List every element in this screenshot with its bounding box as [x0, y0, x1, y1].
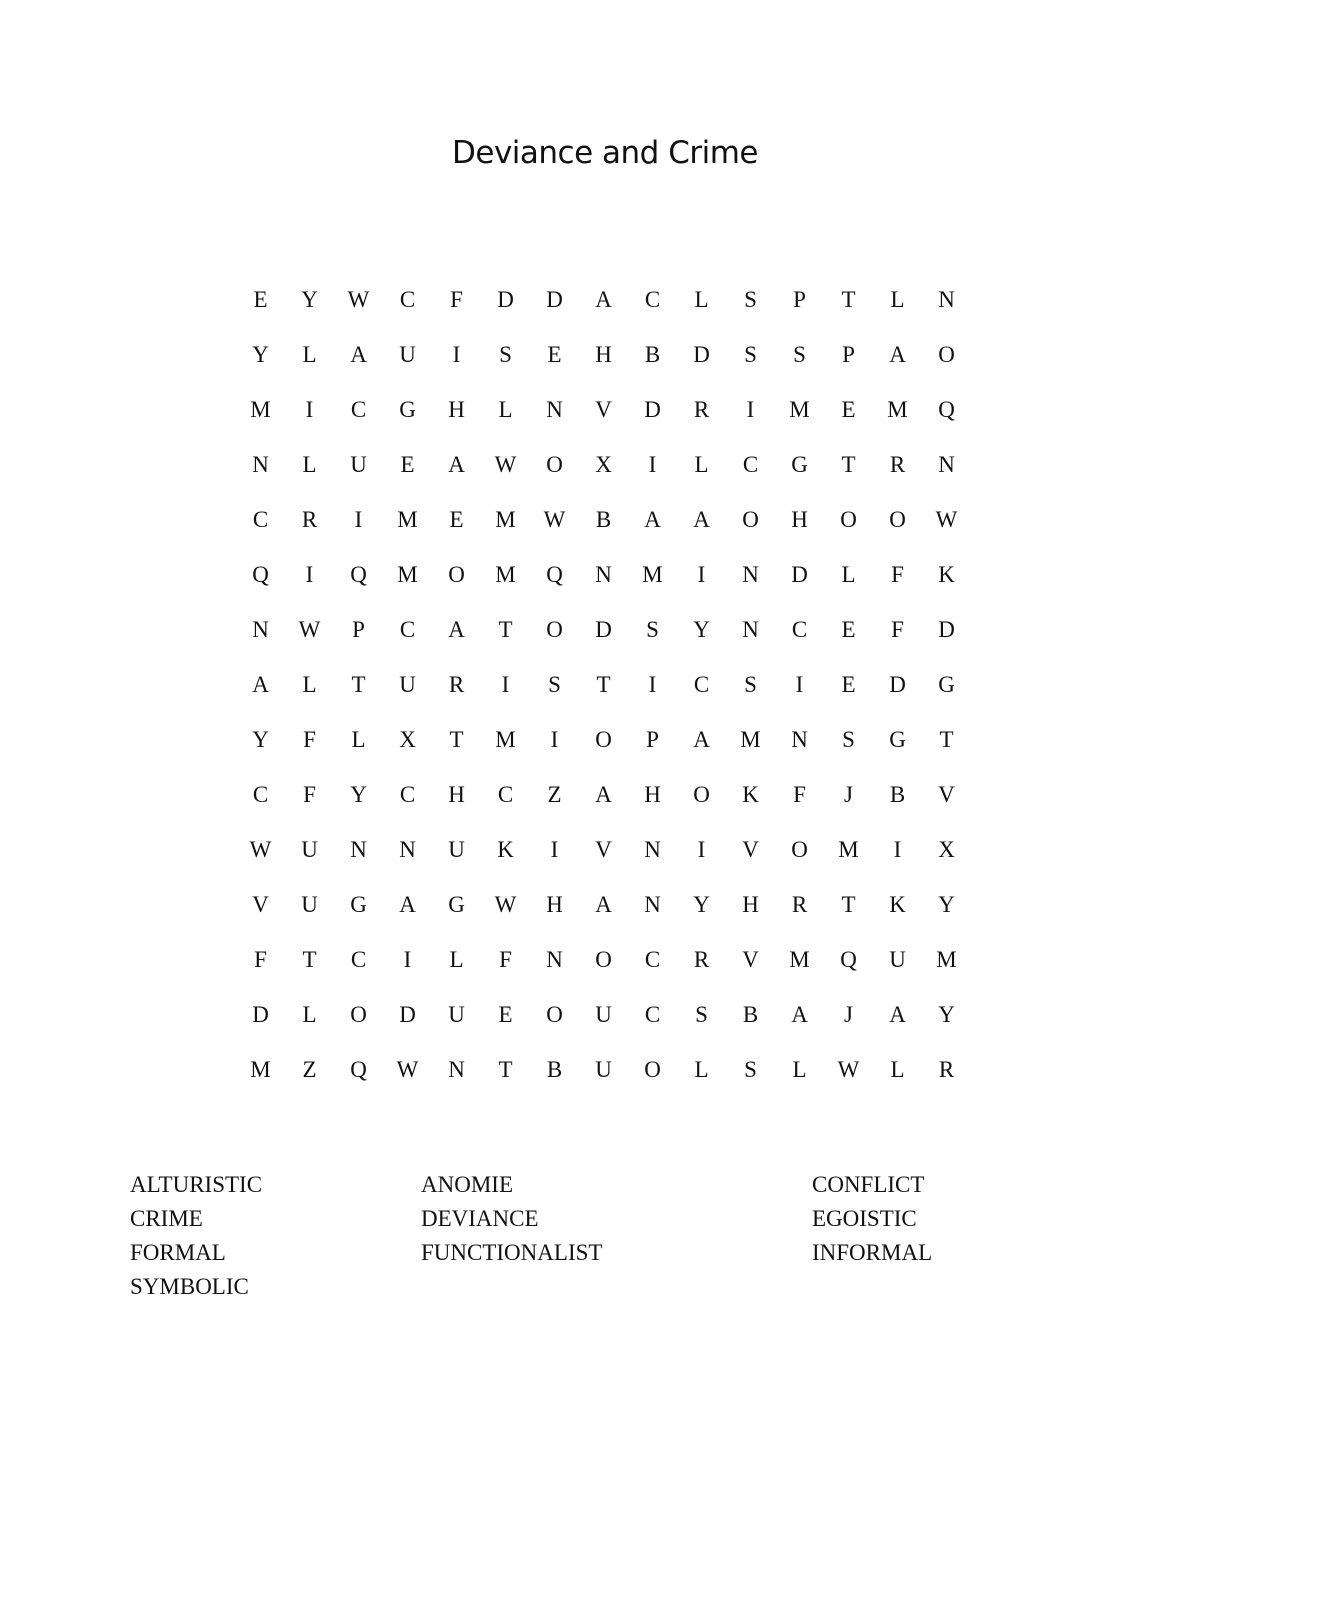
grid-letter: A	[448, 616, 465, 642]
grid-letter: T	[841, 451, 856, 477]
grid-letter: O	[595, 946, 612, 972]
grid-letter: B	[546, 1056, 563, 1082]
grid-letter: N	[252, 616, 269, 642]
word-column-1	[130, 1168, 262, 1304]
grid-letter: X	[595, 451, 612, 477]
grid-letter: M	[250, 1056, 271, 1082]
grid-letter: I	[550, 726, 559, 752]
grid-letter: E	[400, 451, 415, 477]
grid-letter: T	[498, 616, 513, 642]
grid-letter: H	[791, 506, 808, 532]
grid-letter: C	[644, 946, 661, 972]
grid-letter: I	[795, 671, 804, 697]
grid-letter: I	[305, 561, 314, 587]
word-list-item: INFORMAL	[812, 1240, 933, 1265]
grid-letter: B	[742, 1001, 759, 1027]
grid-letter: H	[448, 396, 465, 422]
page-title: Deviance and Crime	[452, 135, 758, 171]
grid-letter: J	[844, 781, 853, 807]
grid-letter: O	[350, 1001, 367, 1027]
word-list-item: EGOISTIC	[812, 1206, 917, 1231]
grid-letter: O	[644, 1056, 661, 1082]
grid-letter: A	[399, 891, 416, 917]
grid-letter: A	[350, 341, 367, 367]
grid-letter: Q	[252, 561, 269, 587]
grid-letter: A	[252, 671, 269, 697]
grid-row	[236, 822, 971, 877]
grid-letter: T	[498, 1056, 513, 1082]
grid-letter: K	[497, 836, 514, 862]
grid-letter: T	[351, 671, 366, 697]
grid-row	[236, 437, 971, 492]
grid-letter: G	[938, 671, 955, 697]
grid-letter: F	[303, 781, 316, 807]
grid-letter: L	[351, 726, 366, 752]
grid-letter: S	[744, 671, 757, 697]
grid-letter: E	[841, 671, 856, 697]
grid-letter: W	[396, 1056, 419, 1082]
grid-letter: E	[841, 396, 856, 422]
grid-letter: V	[252, 891, 269, 917]
grid-letter: O	[448, 561, 465, 587]
grid-row	[236, 382, 971, 437]
grid-letter: Z	[547, 781, 562, 807]
grid-letter: U	[595, 1001, 612, 1027]
grid-letter: N	[644, 836, 661, 862]
grid-letter: M	[838, 836, 859, 862]
grid-letter: I	[403, 946, 412, 972]
grid-letter: L	[302, 341, 317, 367]
letter-grid	[236, 272, 971, 1097]
grid-letter: L	[890, 1056, 905, 1082]
grid-letter: I	[697, 836, 706, 862]
grid-letter: J	[844, 1001, 853, 1027]
grid-letter: L	[498, 396, 513, 422]
grid-letter: C	[742, 451, 759, 477]
grid-letter: N	[938, 451, 955, 477]
grid-letter: D	[546, 286, 563, 312]
grid-letter: P	[842, 341, 855, 367]
grid-letter: R	[938, 1056, 955, 1082]
grid-letter: C	[693, 671, 710, 697]
grid-letter: Q	[840, 946, 857, 972]
grid-letter: M	[789, 396, 810, 422]
grid-letter: Y	[252, 726, 269, 752]
grid-letter: C	[644, 286, 661, 312]
grid-letter: C	[644, 1001, 661, 1027]
grid-letter: T	[939, 726, 954, 752]
grid-letter: H	[595, 341, 612, 367]
grid-letter: B	[889, 781, 906, 807]
grid-letter: M	[789, 946, 810, 972]
grid-letter: T	[841, 286, 856, 312]
grid-letter: Q	[938, 396, 955, 422]
word-list-item: SYMBOLIC	[130, 1274, 249, 1299]
grid-letter: H	[644, 781, 661, 807]
grid-letter: R	[693, 946, 710, 972]
grid-letter: F	[254, 946, 267, 972]
grid-letter: A	[791, 1001, 808, 1027]
grid-letter: A	[448, 451, 465, 477]
grid-letter: Q	[350, 1056, 367, 1082]
grid-letter: D	[497, 286, 514, 312]
grid-letter: I	[305, 396, 314, 422]
grid-letter: I	[550, 836, 559, 862]
grid-letter: D	[693, 341, 710, 367]
grid-letter: D	[938, 616, 955, 642]
grid-letter: V	[595, 836, 612, 862]
grid-letter: A	[644, 506, 661, 532]
grid-letter: Z	[302, 1056, 317, 1082]
grid-letter: X	[399, 726, 416, 752]
grid-letter: G	[448, 891, 465, 917]
word-list-item: CONFLICT	[812, 1172, 925, 1197]
grid-letter: M	[936, 946, 957, 972]
grid-letter: N	[938, 286, 955, 312]
grid-letter: A	[693, 726, 710, 752]
grid-letter: E	[449, 506, 464, 532]
grid-letter: U	[399, 341, 416, 367]
grid-letter: M	[250, 396, 271, 422]
word-list-item: DEVIANCE	[421, 1206, 539, 1231]
grid-letter: L	[302, 1001, 317, 1027]
grid-letter: H	[448, 781, 465, 807]
grid-letter: C	[791, 616, 808, 642]
grid-letter: Q	[546, 561, 563, 587]
grid-letter: X	[938, 836, 955, 862]
grid-letter: C	[399, 286, 416, 312]
grid-letter: I	[697, 561, 706, 587]
grid-letter: D	[252, 1001, 269, 1027]
grid-letter: D	[644, 396, 661, 422]
grid-letter: L	[694, 286, 709, 312]
grid-letter: R	[448, 671, 465, 697]
grid-letter: F	[450, 286, 463, 312]
grid-letter: R	[791, 891, 808, 917]
grid-letter: L	[694, 1056, 709, 1082]
grid-letter: B	[595, 506, 612, 532]
grid-row	[236, 492, 971, 547]
word-column-3	[812, 1168, 932, 1270]
grid-letter: S	[548, 671, 561, 697]
grid-letter: A	[693, 506, 710, 532]
grid-letter: Q	[350, 561, 367, 587]
grid-row	[236, 602, 971, 657]
grid-letter: D	[889, 671, 906, 697]
grid-letter: S	[744, 341, 757, 367]
grid-letter: S	[744, 286, 757, 312]
grid-letter: I	[648, 451, 657, 477]
grid-row	[236, 657, 971, 712]
grid-letter: U	[301, 891, 318, 917]
grid-letter: R	[693, 396, 710, 422]
grid-letter: O	[693, 781, 710, 807]
grid-letter: D	[791, 561, 808, 587]
grid-letter: N	[742, 561, 759, 587]
grid-letter: C	[252, 781, 269, 807]
grid-letter: N	[546, 946, 563, 972]
grid-letter: R	[889, 451, 906, 477]
grid-letter: S	[499, 341, 512, 367]
grid-letter: E	[547, 341, 562, 367]
grid-letter: I	[893, 836, 902, 862]
grid-letter: W	[494, 891, 517, 917]
grid-letter: Y	[350, 781, 367, 807]
grid-letter: M	[495, 726, 516, 752]
grid-row	[236, 877, 971, 932]
grid-letter: L	[302, 451, 317, 477]
grid-letter: O	[595, 726, 612, 752]
grid-letter: M	[397, 561, 418, 587]
grid-letter: P	[646, 726, 659, 752]
grid-letter: H	[742, 891, 759, 917]
grid-letter: W	[543, 506, 566, 532]
grid-letter: S	[695, 1001, 708, 1027]
grid-letter: W	[298, 616, 321, 642]
word-list-item: FUNCTIONALIST	[421, 1240, 603, 1265]
grid-letter: A	[595, 891, 612, 917]
grid-letter: T	[302, 946, 317, 972]
grid-letter: B	[644, 341, 661, 367]
grid-letter: K	[742, 781, 759, 807]
grid-letter: D	[595, 616, 612, 642]
grid-row	[236, 767, 971, 822]
grid-letter: A	[595, 781, 612, 807]
grid-letter: A	[889, 341, 906, 367]
grid-row	[236, 547, 971, 602]
grid-letter: O	[840, 506, 857, 532]
grid-letter: I	[354, 506, 363, 532]
grid-letter: H	[546, 891, 563, 917]
grid-letter: G	[350, 891, 367, 917]
grid-letter: T	[841, 891, 856, 917]
grid-letter: V	[742, 836, 759, 862]
grid-letter: A	[595, 286, 612, 312]
grid-letter: L	[449, 946, 464, 972]
grid-letter: U	[350, 451, 367, 477]
grid-letter: G	[399, 396, 416, 422]
grid-letter: Y	[938, 1001, 955, 1027]
grid-letter: O	[546, 1001, 563, 1027]
grid-letter: O	[546, 451, 563, 477]
grid-letter: T	[596, 671, 611, 697]
grid-letter: O	[742, 506, 759, 532]
grid-letter: I	[648, 671, 657, 697]
grid-letter: U	[595, 1056, 612, 1082]
grid-letter: F	[793, 781, 806, 807]
word-list-item: ALTURISTIC	[130, 1172, 263, 1197]
grid-row	[236, 272, 971, 327]
grid-letter: K	[889, 891, 906, 917]
grid-letter: S	[744, 1056, 757, 1082]
grid-letter: C	[350, 396, 367, 422]
grid-letter: N	[546, 396, 563, 422]
grid-letter: I	[452, 341, 461, 367]
grid-letter: P	[793, 286, 806, 312]
grid-letter: S	[646, 616, 659, 642]
grid-letter: O	[938, 341, 955, 367]
grid-letter: I	[501, 671, 510, 697]
grid-letter: Y	[693, 616, 710, 642]
grid-letter: C	[497, 781, 514, 807]
grid-letter: C	[252, 506, 269, 532]
grid-letter: F	[303, 726, 316, 752]
word-list-item: FORMAL	[130, 1240, 226, 1265]
grid-letter: W	[935, 506, 958, 532]
grid-letter: N	[791, 726, 808, 752]
grid-letter: M	[495, 561, 516, 587]
grid-letter: C	[399, 781, 416, 807]
grid-letter: M	[495, 506, 516, 532]
grid-letter: C	[399, 616, 416, 642]
grid-letter: D	[399, 1001, 416, 1027]
grid-letter: Y	[301, 286, 318, 312]
word-column-2	[421, 1168, 602, 1270]
grid-letter: M	[397, 506, 418, 532]
grid-letter: W	[837, 1056, 860, 1082]
grid-letter: O	[791, 836, 808, 862]
grid-row	[236, 712, 971, 767]
grid-letter: M	[642, 561, 663, 587]
grid-letter: T	[449, 726, 464, 752]
grid-letter: F	[499, 946, 512, 972]
grid-letter: W	[347, 286, 370, 312]
grid-letter: N	[448, 1056, 465, 1082]
grid-letter: E	[253, 286, 268, 312]
grid-letter: Y	[693, 891, 710, 917]
grid-letter: G	[791, 451, 808, 477]
grid-letter: L	[694, 451, 709, 477]
grid-row	[236, 1042, 971, 1097]
grid-letter: V	[742, 946, 759, 972]
grid-letter: I	[746, 396, 755, 422]
grid-letter: K	[938, 561, 955, 587]
grid-letter: V	[938, 781, 955, 807]
grid-letter: F	[891, 616, 904, 642]
grid-letter: S	[842, 726, 855, 752]
grid-letter: P	[352, 616, 365, 642]
grid-letter: G	[889, 726, 906, 752]
grid-letter: U	[448, 1001, 465, 1027]
grid-letter: U	[889, 946, 906, 972]
grid-letter: E	[498, 1001, 513, 1027]
grid-letter: L	[841, 561, 856, 587]
grid-letter: L	[302, 671, 317, 697]
grid-letter: U	[399, 671, 416, 697]
grid-row	[236, 987, 971, 1042]
grid-letter: M	[740, 726, 761, 752]
grid-letter: Y	[252, 341, 269, 367]
grid-letter: V	[595, 396, 612, 422]
grid-letter: S	[793, 341, 806, 367]
grid-letter: L	[792, 1056, 807, 1082]
grid-letter: U	[448, 836, 465, 862]
grid-letter: M	[887, 396, 908, 422]
grid-letter: N	[350, 836, 367, 862]
grid-letter: N	[595, 561, 612, 587]
grid-letter: O	[889, 506, 906, 532]
grid-letter: Y	[938, 891, 955, 917]
word-list-item: ANOMIE	[421, 1172, 513, 1197]
grid-letter: N	[399, 836, 416, 862]
grid-letter: A	[889, 1001, 906, 1027]
grid-row	[236, 932, 971, 987]
grid-letter: R	[301, 506, 318, 532]
grid-letter: W	[494, 451, 517, 477]
grid-letter: F	[891, 561, 904, 587]
word-list-item: CRIME	[130, 1206, 203, 1231]
grid-letter: N	[644, 891, 661, 917]
grid-letter: W	[249, 836, 272, 862]
grid-row	[236, 327, 971, 382]
grid-letter: C	[350, 946, 367, 972]
grid-letter: N	[252, 451, 269, 477]
grid-letter: E	[841, 616, 856, 642]
grid-letter: L	[890, 286, 905, 312]
grid-letter: N	[742, 616, 759, 642]
grid-letter: O	[546, 616, 563, 642]
grid-letter: U	[301, 836, 318, 862]
